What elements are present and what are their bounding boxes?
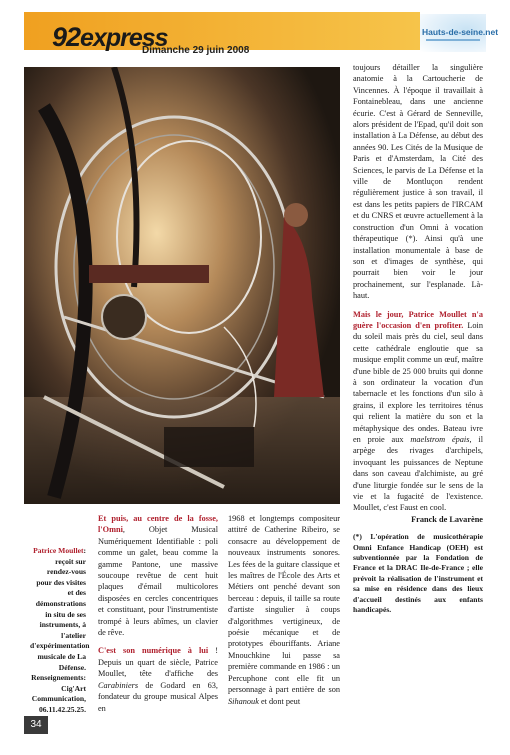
article-column-a bbox=[98, 513, 218, 714]
issue-date: Dimanche 29 juin 2008 bbox=[142, 45, 250, 56]
site-logo-underline bbox=[426, 39, 480, 41]
brand-number: 92 bbox=[52, 22, 81, 52]
page-number: 34 bbox=[24, 716, 48, 734]
footnote: (*) L'opération de musicothérapie Omni Enfance Handicap (OEH) est subventionnée par la Fondation de France et la DRAC Ile-de-France ; elle prévoit la réalisation de l'instrument et sa mise en résidence dans des lieux d'accueil destinés aux enfants handicapés. bbox=[353, 532, 483, 615]
paragraph: C'est son numérique à lui ! Depuis un quart de siècle, Patrice Moullet, tête d'affiche des Carabiniers de Godard en 63, fondateur du groupe musical Alpes en bbox=[98, 646, 218, 713]
brand-word: express bbox=[80, 24, 168, 52]
paragraph: 1968 et longtemps compositeur attitré de Catherine Ribeiro, se consacre au développement de nouveaux instruments sonores. Les fées de la guitare classique et les maîtres de l'École des Arts et Métiers ont penché devant son berceau : depuis, il taille sa route d'artiste singulier à coups d'algorithmes vertigineux, de poésie mécanique et de prototypes ébouriffants. Ariane Mnouchkine lui passe sa première commande en 1986 : un Percuphone cont elle fit un personnage à part entière de son Sihanouk et dont peut bbox=[228, 514, 340, 706]
sidebar-label: Patrice Moullet bbox=[33, 546, 84, 555]
paragraph: toujours détailler la singulière anatomie à la Cartoucherie de Vincennes. À l'époque il travaillait à Fontainebleau, dans une ancienne écurie. C'est à Gérard de Senneville, alors président de l'Epad, qu'il doit son installation à La Défense, au début des années 90. Les Cités de la Musique de Paris et d'Amsterdam, la Cité des Sciences, le parvis de La Défense et la ville de Montluçon rendent régulièrement justice à son travail, il est dans les petits papiers de l'IRCAM et du CNRS et œuvre actuellement à la construction d'un Omni à vocation thérapeutique (*). Ainsi qu'à une installation monumentale à base de son et d'images de synthèse, qui pourrait bien voir le jour prochainement, sur l'esplanade. Là-haut. bbox=[353, 63, 483, 301]
paragraph: Et puis, au centre de la fosse, l'Omni, Objet Musical Numériquement Identifiable : poli comme un galet, beau comme la gamme Pantone, une massive soucoupe revêtue de cent huit plaques d'émail multicolores disposées en cercles concentriques et constituant, pour l'instrumentiste trompé à leurs abîmes, un clavier de rêve. bbox=[98, 514, 218, 638]
article-column-b bbox=[228, 513, 340, 707]
photo-illustration bbox=[24, 67, 340, 504]
site-logo[interactable] bbox=[420, 14, 499, 52]
info-sidebar bbox=[30, 546, 90, 716]
article-photo bbox=[24, 67, 340, 504]
paragraph: Mais le jour, Patrice Moullet n'a guère l'occasion d'en profiter. Loin du soleil mais près du ciel, seul dans cette cathédrale engloutie que sa musique emplit comme un œuf, maître d'une bible de 25 000 bruits qui donne à son ordinateur la vocation d'un tabernacle et les fonctions d'un silo à grains, il explore les territoires ténus qui relient la matière du son et la métaphysique des ondes. Bateau ivre en proie aux maelstrom épais, il arpège des rivages d'archipels, invoquant les puissances de Neptune dans son caveau d'alchimiste, au gré d'une liturgie fondée sur le sens de la vie et la fugacité de l'existence. Moullet, c'est Faust en cool. bbox=[353, 309, 483, 513]
sidebar-text: : reçoit sur rendez-vous pour des visites et des démonstrations in situ de ses instruments, à l'atelier d'expérimentation musicale de La Défense. Renseignements: Cig'Art Communication, 06.11.42.25.25. bbox=[30, 546, 90, 714]
author-signature: Franck de Lavarène bbox=[411, 514, 483, 524]
paragraph-lead: Mais le jour, Patrice Moullet n'a guère l'occasion d'en profiter. bbox=[353, 309, 483, 330]
header-banner bbox=[24, 12, 420, 56]
site-logo-text: Hauts-de-seine.net bbox=[422, 27, 499, 37]
paragraph-lead: Et puis, au centre de la fosse, l'Omni bbox=[98, 514, 218, 535]
paragraph-lead: C'est son numérique à lui bbox=[98, 646, 209, 656]
article-column-right bbox=[353, 62, 483, 616]
